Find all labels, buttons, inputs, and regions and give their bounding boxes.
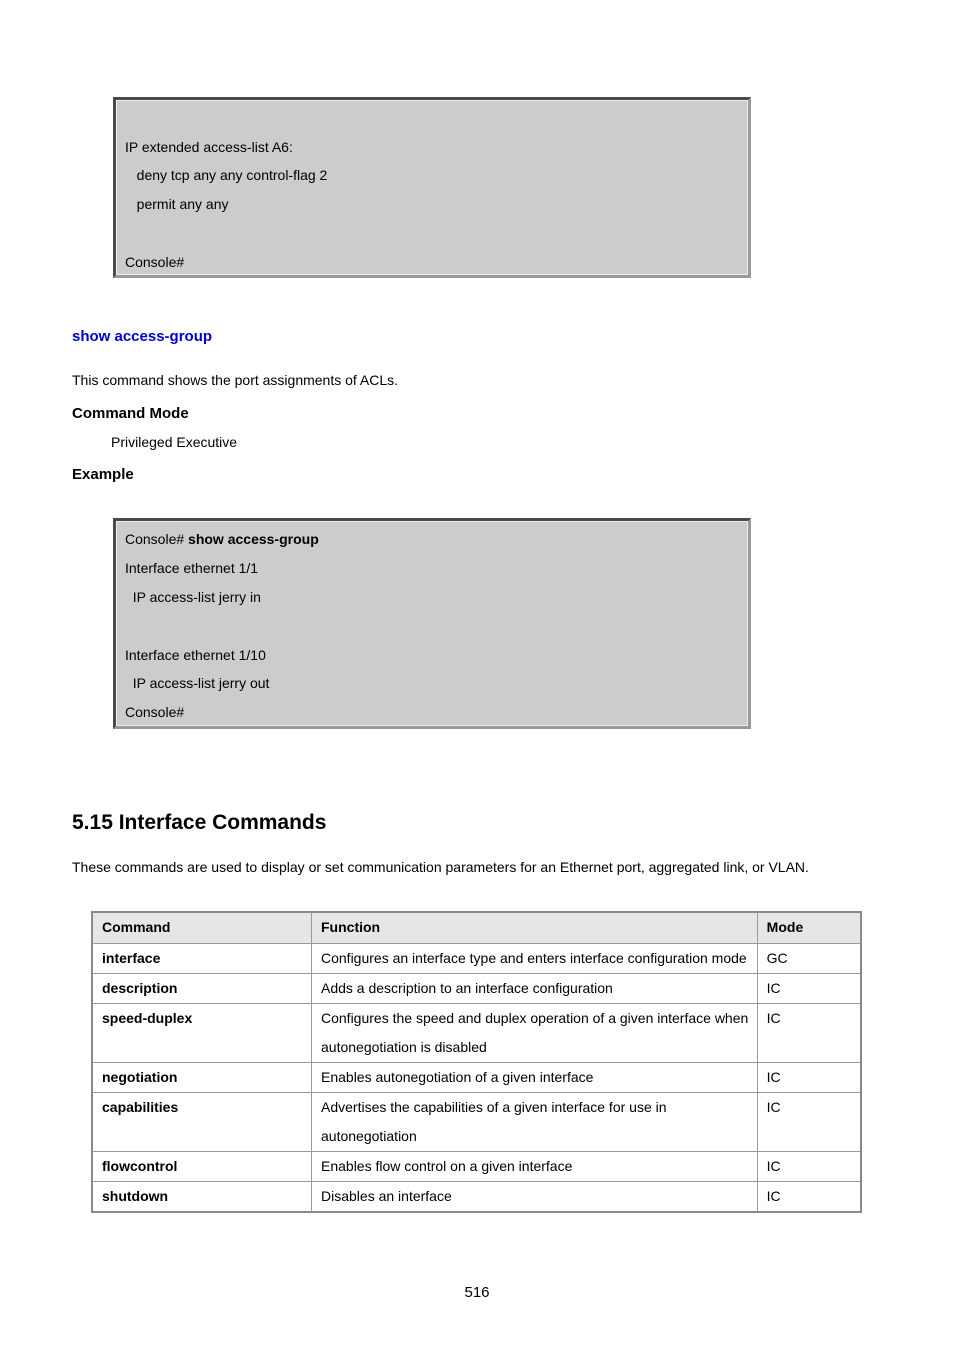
- header-function: Function: [312, 912, 758, 944]
- console-line: IP access-list jerry in: [125, 589, 261, 605]
- cell-mode: GC: [757, 944, 861, 974]
- header-command: Command: [92, 912, 312, 944]
- console-line: Interface ethernet 1/1: [125, 560, 259, 576]
- cell-function: Adds a description to an interface configuration: [312, 974, 758, 1004]
- table-header-row: [92, 912, 861, 944]
- cell-command: description: [92, 974, 312, 1004]
- page-number: 516: [464, 1284, 490, 1301]
- console-prompt: Console#: [125, 531, 189, 547]
- cell-mode: IC: [757, 974, 861, 1004]
- table-row: [92, 1182, 861, 1213]
- console-command: show access-group: [188, 531, 319, 547]
- cell-command: capabilities: [92, 1093, 312, 1152]
- cell-command: shutdown: [92, 1182, 312, 1213]
- command-heading: show access-group: [72, 328, 213, 345]
- command-mode-heading: Command Mode: [72, 405, 189, 422]
- cell-function: Configures the speed and duplex operation of a given interface when autonegotiation is disabled: [312, 1004, 758, 1063]
- table-row: [92, 944, 861, 974]
- cell-mode: IC: [757, 1182, 861, 1213]
- console-line: IP access-list jerry out: [125, 675, 270, 691]
- cell-mode: IC: [757, 1093, 861, 1152]
- cell-command: speed-duplex: [92, 1004, 312, 1063]
- cell-function: Enables flow control on a given interface: [312, 1152, 758, 1182]
- section-title: 5.15 Interface Commands: [72, 811, 327, 834]
- console-output-acl: [113, 97, 751, 278]
- console-line: permit any any: [125, 196, 229, 212]
- section-intro: These commands are used to display or set communication parameters for an Ethernet port, aggregated link, or VLAN.: [72, 859, 809, 875]
- console-line: Console#: [125, 254, 185, 270]
- console-line: IP extended access-list A6:: [125, 139, 293, 155]
- cell-mode: IC: [757, 1004, 861, 1063]
- table-row: [92, 1093, 861, 1152]
- cell-function: Enables autonegotiation of a given interface: [312, 1063, 758, 1093]
- cell-function: Advertises the capabilities of a given interface for use in autonegotiation: [312, 1093, 758, 1152]
- header-mode: Mode: [757, 912, 861, 944]
- command-description: This command shows the port assignments of ACLs.: [72, 372, 399, 388]
- table-row: [92, 974, 861, 1004]
- table-row: [92, 1063, 861, 1093]
- cell-function: Disables an interface: [312, 1182, 758, 1213]
- cell-command: flowcontrol: [92, 1152, 312, 1182]
- console-command-line: [125, 525, 319, 554]
- cell-command: negotiation: [92, 1063, 312, 1093]
- console-line: deny tcp any any control-flag 2: [125, 167, 328, 183]
- cell-mode: IC: [757, 1063, 861, 1093]
- command-mode-value: Privileged Executive: [111, 434, 238, 450]
- cell-function: Configures an interface type and enters interface configuration mode: [312, 944, 758, 974]
- example-heading: Example: [72, 466, 134, 483]
- cell-mode: IC: [757, 1152, 861, 1182]
- table-row: [92, 1152, 861, 1182]
- interface-commands-table: [91, 911, 862, 1213]
- console-line: Interface ethernet 1/10: [125, 647, 266, 663]
- console-output-access-group: [113, 518, 751, 729]
- console-line: Console#: [125, 704, 185, 720]
- cell-command: interface: [92, 944, 312, 974]
- table-row: [92, 1004, 861, 1063]
